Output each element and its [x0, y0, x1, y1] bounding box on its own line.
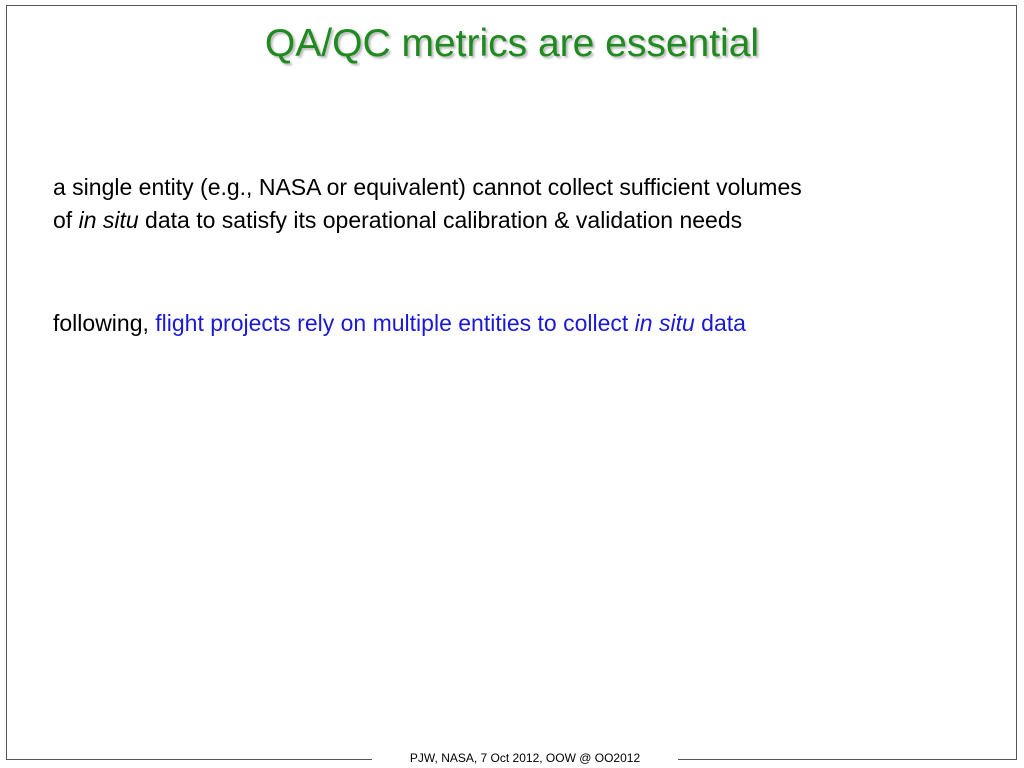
paragraph-single-entity — [53, 171, 802, 237]
following-prefix: following, — [53, 310, 156, 336]
paragraph-following — [53, 307, 746, 340]
slide-border-right — [1016, 5, 1017, 759]
slide-title: QA/QC metrics are essential — [264, 22, 760, 65]
slide-footer: PJW, NASA, 7 Oct 2012, OOW @ OO2012 — [409, 751, 641, 765]
highlight-text: flight projects rely on multiple entities to collect — [155, 310, 635, 336]
line2-prefix: of — [53, 207, 79, 233]
in-situ-emphasis-highlight: in situ — [634, 310, 695, 336]
slide-border-bottom-left — [6, 759, 372, 760]
slide-border-bottom-right — [678, 759, 1017, 760]
highlight-suffix: data — [694, 310, 746, 336]
paragraph-line-1: a single entity (e.g., NASA or equivalent) cannot collect sufficient volumes — [53, 174, 802, 200]
slide-border-top — [6, 5, 1016, 6]
highlighted-statement — [155, 310, 746, 336]
slide-border-left — [6, 5, 7, 759]
in-situ-emphasis: in situ — [78, 207, 139, 233]
paragraph-line-2 — [53, 204, 802, 237]
line2-suffix: data to satisfy its operational calibration & validation needs — [138, 207, 743, 233]
